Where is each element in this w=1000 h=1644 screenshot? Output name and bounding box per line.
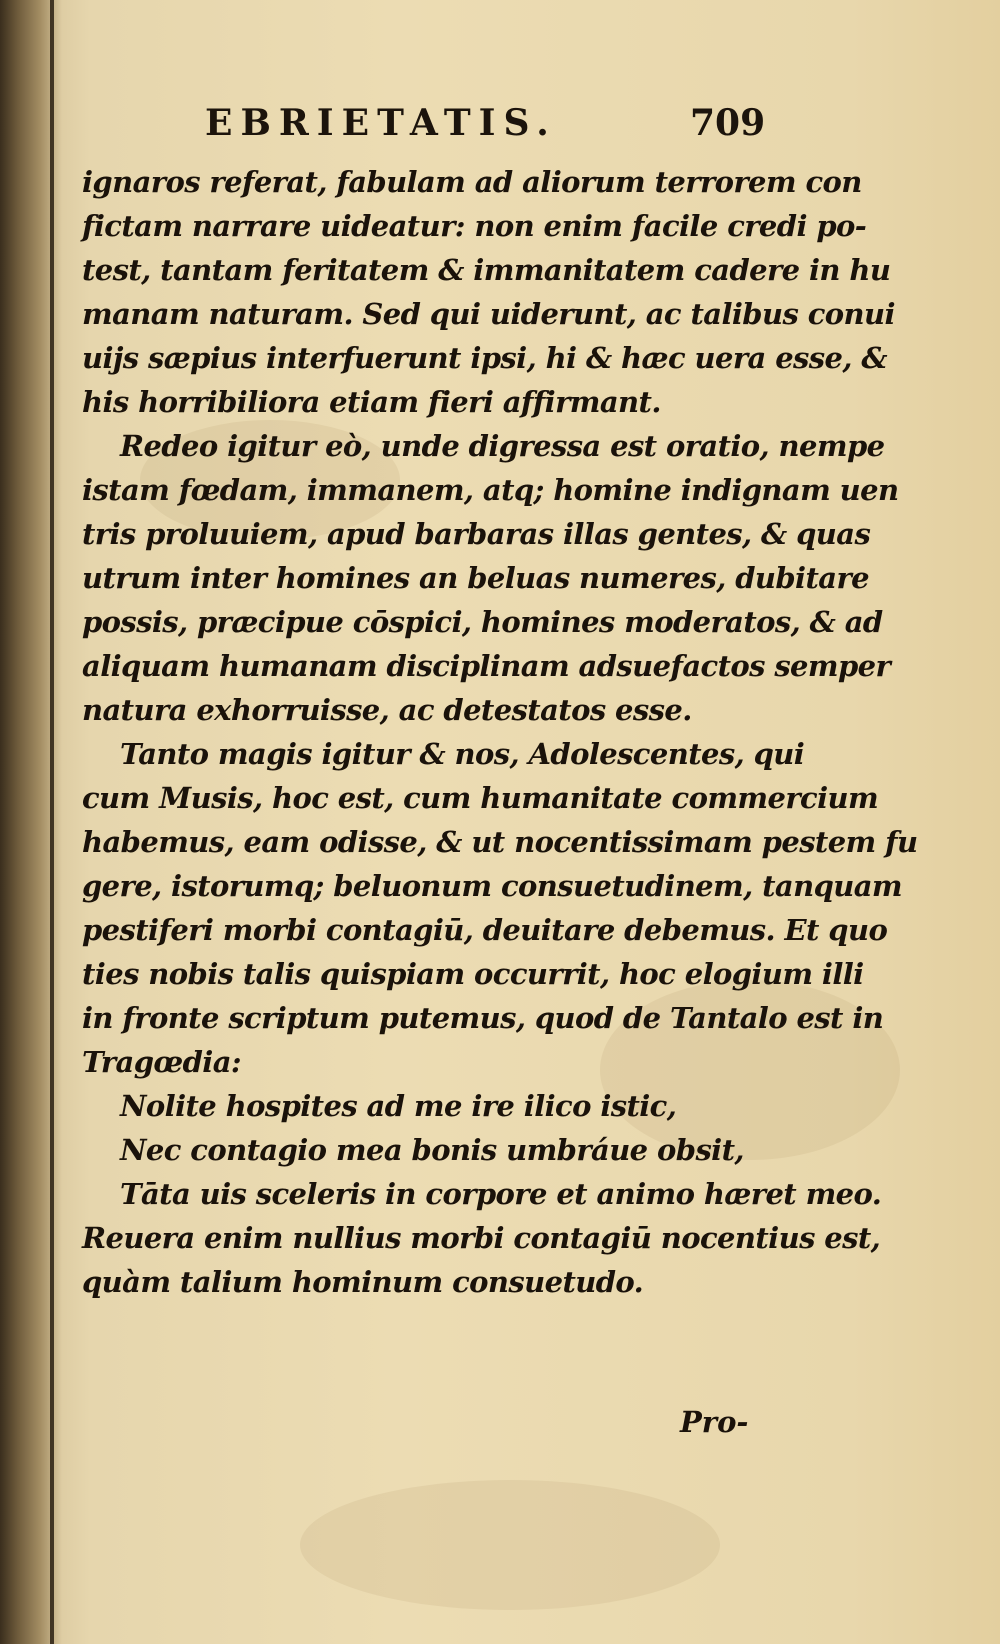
paper-stain [300, 1480, 720, 1610]
gutter-binding-line [50, 0, 54, 1644]
catchword: Pro- [680, 1405, 749, 1439]
text-line: habemus, eam odisse, & ut nocentissimam pestem fu [82, 825, 918, 859]
body-text [82, 160, 918, 1304]
text-line: manam naturam. Sed qui uiderunt, ac talibus conui [82, 297, 895, 331]
text-line: ties nobis talis quispiam occurrit, hoc elogium illi [82, 957, 864, 991]
running-head: EBRIETATIS. [205, 102, 557, 144]
text-line: in fronte scriptum putemus, quod de Tantalo est in [82, 1001, 884, 1035]
text-line: Tāta uis sceleris in corpore et animo hæret meo. [120, 1177, 882, 1211]
text-line: Redeo igitur eò, unde digressa est oratio, nempe [120, 429, 885, 463]
text-line: Nolite hospites ad me ire ilico istic, [120, 1089, 677, 1123]
text-line: natura exhorruisse, ac detestatos esse. [82, 693, 692, 727]
text-line: Reuera enim nullius morbi contagiū nocentius est, [82, 1221, 881, 1255]
text-line: pestiferi morbi contagiū, deuitare debemus. Et quo [82, 913, 888, 947]
text-line: fictam narrare uideatur: non enim facile credi po- [82, 209, 867, 243]
text-line: aliquam humanam disciplinam adsuefactos semper [82, 649, 891, 683]
text-line: Tragœdia: [82, 1045, 242, 1079]
text-line: gere, istorumq; beluonum consuetudinem, tanquam [82, 869, 903, 903]
text-line: Nec contagio mea bonis umbráue obsit, [120, 1133, 744, 1167]
text-line: tris proluuiem, apud barbaras illas gentes, & quas [82, 517, 871, 551]
page-header [0, 96, 1000, 156]
text-line: his horribiliora etiam fieri affirmant. [82, 385, 661, 419]
text-line: uijs sæpius interfuerunt ipsi, hi & hæc uera esse, & [82, 341, 887, 375]
text-line: istam fœdam, immanem, atq; homine indignam uen [82, 473, 899, 507]
text-line: cum Musis, hoc est, cum humanitate commercium [82, 781, 879, 815]
text-line: ignaros referat, fabulam ad aliorum terrorem con [82, 165, 862, 199]
text-line: Tanto magis igitur & nos, Adolescentes, qui [120, 737, 805, 771]
text-line: possis, præcipue cōspici, homines moderatos, & ad [82, 605, 883, 639]
text-line: quàm talium hominum consuetudo. [82, 1265, 644, 1299]
text-line: test, tantam feritatem & immanitatem cadere in hu [82, 253, 891, 287]
page-number: 709 [690, 102, 766, 144]
text-line: utrum inter homines an beluas numeres, dubitare [82, 561, 869, 595]
